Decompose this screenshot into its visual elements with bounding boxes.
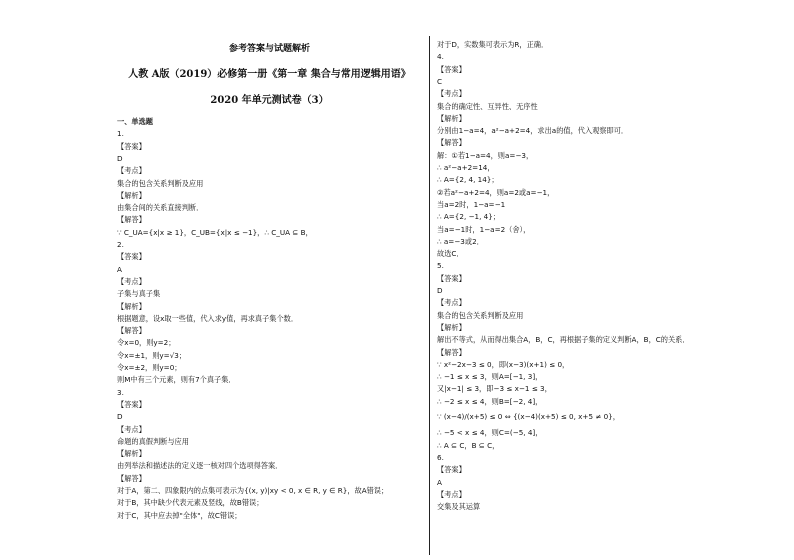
left-text-line: 【考点】 xyxy=(117,166,146,176)
left-text-line: 令x=±1，则y=√3； xyxy=(117,350,187,360)
right-text-line: 解：①若1−a=4，则a=−3， xyxy=(437,150,534,160)
right-text-line: 4. xyxy=(437,52,444,62)
left-text-line: A xyxy=(117,264,122,274)
right-text-line: 分别由1−a=4，a²−a+2=4，求出a的值，代入观察即可． xyxy=(437,126,629,136)
right-text-line: ∴ a²−a+2=14， xyxy=(437,163,495,172)
right-text-line: 【解析】 xyxy=(437,113,466,123)
left-text-line: 【解析】 xyxy=(117,301,146,311)
right-text-line: ∴ A ⊆ C，B ⊆ C， xyxy=(437,440,500,450)
left-text-line: 由列举法和描述法的定义逐一核对四个选项得答案． xyxy=(117,461,283,471)
right-text-line: A xyxy=(437,477,442,487)
right-text-line: 6. xyxy=(437,452,444,462)
right-text-line: ∴ −5 < x ≤ 4，则C=(−5, 4]， xyxy=(437,428,543,438)
column-divider xyxy=(429,36,430,555)
left-text-line: 命题的真假判断与应用 xyxy=(117,436,189,446)
left-text-line: 【答案】 xyxy=(117,252,146,262)
left-text-line: 【答案】 xyxy=(117,141,146,151)
right-text-line: 【考点】 xyxy=(437,489,466,499)
right-text-line: 当a=−1时，1−a=2（舍）， xyxy=(437,224,531,234)
left-text-line: 则M中有三个元素，则有7个真子集． xyxy=(117,375,236,385)
left-text-line: 令x=0，则y=2； xyxy=(117,338,176,348)
right-text-line: 【答案】 xyxy=(437,273,466,283)
left-text-line: D xyxy=(117,412,123,422)
left-text-line: 一、单选题 xyxy=(117,117,153,126)
right-text-line: ∴ −2 ≤ x ≤ 4，则B=[−2, 4]， xyxy=(437,396,543,406)
right-text-line: 【解析】 xyxy=(437,322,466,332)
left-text-line: D xyxy=(117,153,123,163)
right-text-line: 【考点】 xyxy=(437,298,466,308)
left-text-line: 对于C，其中应去掉"全体"，故C错误； xyxy=(117,510,242,520)
right-text-line: ∴ A={2, −1, 4}； xyxy=(437,212,501,222)
left-text-line: 对于B，其中缺少代表元素及竖线，故B错误； xyxy=(117,498,264,508)
right-text-line: 解出不等式，从而得出集合A，B，C，再根据子集的定义判断A，B，C的关系． xyxy=(437,335,690,345)
right-text-line: 故选C． xyxy=(437,249,464,259)
left-text-line: 子集与真子集 xyxy=(117,289,161,299)
right-text-line: 【答案】 xyxy=(437,465,466,475)
left-text-line: 1. xyxy=(117,129,124,139)
right-text-line: 集合的确定性、互异性、无序性 xyxy=(437,101,538,111)
right-text-line: 又|x−1| ≤ 3，即−3 ≤ x−1 ≤ 3， xyxy=(437,384,552,394)
left-text-line: 2. xyxy=(117,240,124,249)
left-text-line: 集合的包含关系判断及应用 xyxy=(117,178,204,188)
right-text-line: 当a=2时，1−a=−1 xyxy=(437,199,506,209)
right-text-line: ∵ x²−2x−3 ≤ 0，即(x−3)(x+1) ≤ 0， xyxy=(437,359,570,369)
right-text-line: 集合的包含关系判断及应用 xyxy=(437,310,524,320)
right-text-line: 【答案】 xyxy=(437,64,466,74)
right-text-line: C xyxy=(437,76,443,86)
left-text-line: 令x=±2，则y=0； xyxy=(117,363,182,372)
right-text-line: D xyxy=(437,286,443,295)
left-text-line: 根据题意，设x取一些值，代入求y值，再求真子集个数． xyxy=(117,313,299,323)
left-text-line: 【解答】 xyxy=(117,473,146,483)
right-text-line: ∴ A={2, 4, 14}； xyxy=(437,175,499,185)
left-text-line: 【答案】 xyxy=(117,399,146,409)
doc-subtitle: 人教 A版（2019）必修第一册《第一章 集合与常用逻辑用语》 xyxy=(128,69,411,80)
doc-title: 参考答案与试题解析 xyxy=(228,44,310,54)
left-text-line: 由集合间的关系直接判断． xyxy=(117,203,204,213)
right-text-line: ②若a²−a+2=4，则a=2或a=−1， xyxy=(437,187,555,197)
right-text-line: ∴ −1 ≤ x ≤ 3，则A=[−1, 3]， xyxy=(437,372,543,382)
left-text-line: 【解答】 xyxy=(117,215,146,225)
left-text-line: ∵ C_UA={x|x ≥ 1}，C_UB={x|x ≤ −1}，∴ C_UA ⊆ B， xyxy=(117,227,313,237)
left-text-line: 【解答】 xyxy=(117,326,146,336)
left-text-line: 对于A，第二、四象限内的点集可表示为{(x, y)|xy < 0, x ∈ R, y ∈ R}，故A错误； xyxy=(117,486,389,495)
right-text-line: 【解答】 xyxy=(437,138,466,148)
right-text-line: ∵ (x−4)/(x+5) ≤ 0 ⇔ {(x−4)(x+5) ≤ 0, x+5 ≠ 0}， xyxy=(437,412,620,421)
doc-exam-name: 2020 年单元测试卷（3） xyxy=(210,95,329,106)
right-text-line: 【解答】 xyxy=(437,347,466,357)
right-text-line: 5. xyxy=(437,261,444,271)
left-text-line: 【考点】 xyxy=(117,276,146,286)
left-text-line: 3. xyxy=(117,387,124,397)
left-text-line: 【解析】 xyxy=(117,190,146,200)
left-text-line: 【解析】 xyxy=(117,449,146,459)
right-text-line: 对于D，实数集可表示为R，正确． xyxy=(437,40,549,49)
right-text-line: 交集及其运算 xyxy=(437,502,481,512)
right-text-line: ∴ a=−3或2． xyxy=(437,236,484,246)
right-text-line: 【考点】 xyxy=(437,89,466,99)
left-text-line: 【考点】 xyxy=(117,424,146,434)
